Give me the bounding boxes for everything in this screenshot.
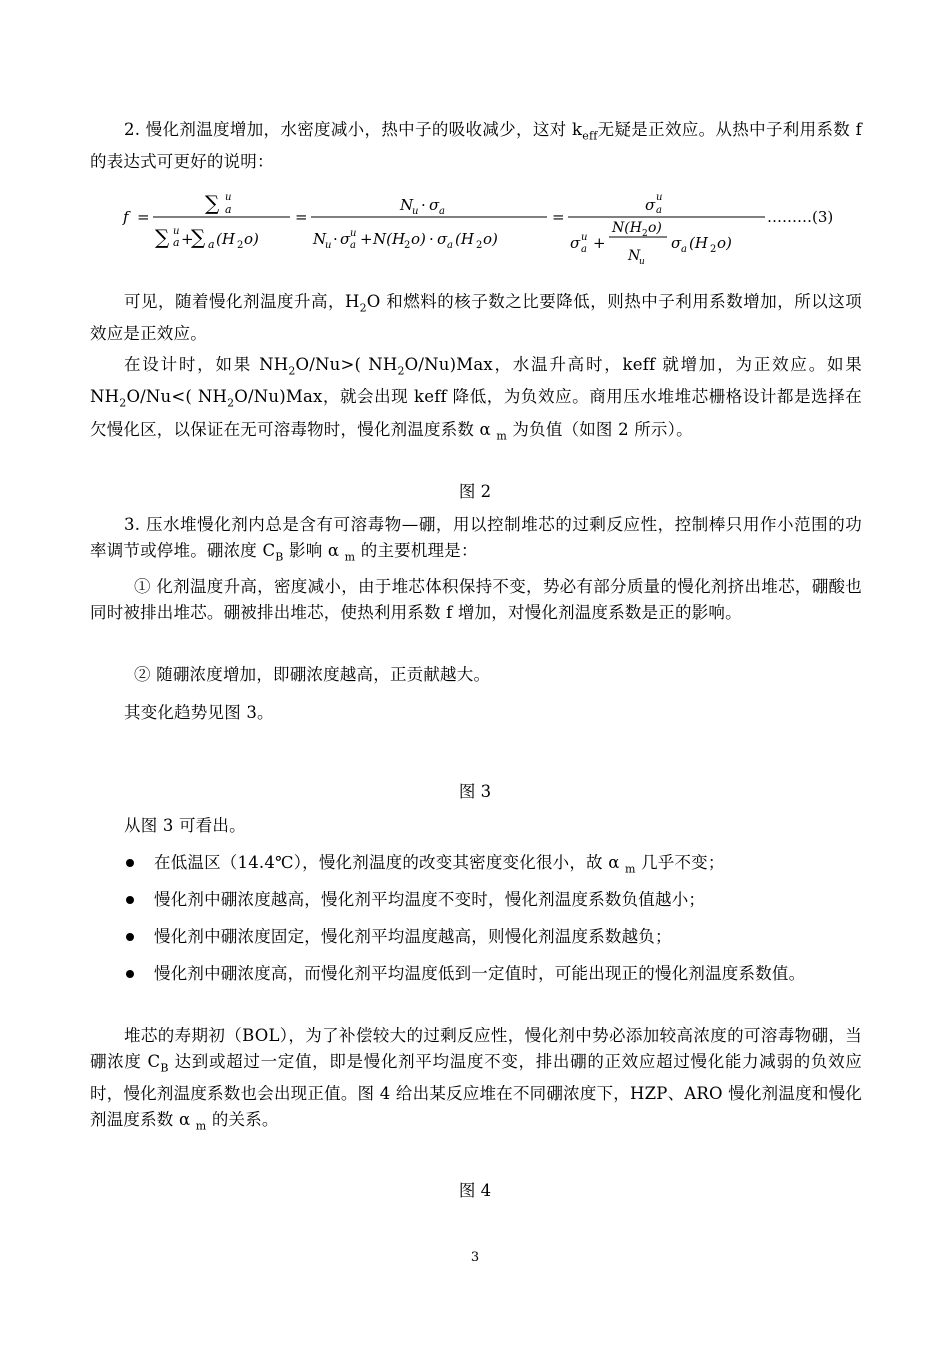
formula-sub: u [412,206,419,217]
formula-number: ………(3) [767,208,834,226]
page-number: 3 [470,1250,480,1265]
formula-n-h2o: o) [411,230,426,248]
formula-sub: a [447,240,453,251]
formula-inner-den: N [628,248,641,264]
bullet-item-3: 慢化剂中硼浓度固定，慢化剂平均温度越高，则慢化剂温度系数越负； [90,924,862,950]
formula-f-symbol: f [123,208,129,226]
formula-sup: u [581,232,588,243]
bullet-icon [126,896,134,904]
formula-plus: + [360,230,373,248]
formula-sub: a [681,244,687,255]
list-item-1: ① 化剂温度升高，密度减小，由于堆芯体积保持不变，势必有部分质量的慢化剂挤出堆芯，硼酸也同时被排出堆芯。硼被排出堆芯，使热利用系数 f 增加，对慢化剂温度系数是正的影响。 [90,577,862,622]
bullet-item-2: 慢化剂中硼浓度越高，慢化剂平均温度不变时，慢化剂温度系数负值越小； [90,887,862,913]
sum-symbol: ∑ [155,225,170,249]
formula-n-h2o: N(H [373,230,406,248]
formula-eq-3: = [552,208,565,226]
formula-sub: 2 [237,240,244,251]
formula-sub: a [225,203,232,216]
formula-h2o: (H [455,230,474,248]
formula-h2o: o) [483,230,498,248]
formula-sigma: σ [429,196,440,214]
formula-sub: 2 [476,240,483,251]
formula-sigma: σ [340,230,351,248]
formula-inner-num: N(H [612,220,642,236]
formula-sup: u [350,228,357,239]
bullet-icon [126,933,134,941]
sum-symbol: ∑ [205,191,220,215]
trend-line: 其变化趋势见图 3。 [124,703,274,722]
bullet-item-4: 慢化剂中硼浓度高，而慢化剂平均温度低到一定值时，可能出现正的慢化剂温度系数值。 [90,961,862,987]
formula-nu: N [400,196,414,214]
sum-symbol: ∑ [191,225,206,249]
formula-dot: · [421,196,426,214]
formula-inner-num: o) [648,220,662,236]
formula-h2o: o) [717,234,732,252]
formula-sigma: σ [570,234,581,252]
formula-plus: + [181,230,194,248]
formula-plus: + [593,234,606,252]
formula-sub: 2 [642,229,648,239]
paragraph-1: 2. 慢化剂温度增加，水密度减小，热中子的吸收减少，这对 $k_{eff}$无疑是正效应。从热中子利用系数 f 的表达式可更好的说明： [90,120,862,172]
formula-sub: a [581,244,587,255]
formula-denominator-2: N [313,230,327,248]
paragraph-5: 堆芯的寿期初（BOL），为了补偿较大的过剩反应性，慢化剂中势必添加较高浓度的可溶毒物硼，当硼浓度 $C_B$ 达到或超过一定值，即是慢化剂平均温度不变，排出硼的正效应超过慢化能力减弱的负效应时，慢化剂温度系数也会出现正值。图 4 给出某反应堆在不同硼浓度下，HZP、ARO 慢化剂温度和慢化剂温度系数 α $_m$ 的关系。 [90,1026,862,1133]
formula-sub: a [350,240,356,251]
formula-eq-2: = [295,208,308,226]
formula-sub: a [208,238,215,251]
formula-sub: a [173,236,180,249]
formula-sup: u [173,226,180,237]
formula-dot: · [429,230,434,248]
formula-sub: 2 [710,244,717,255]
formula-sup: u [225,192,232,203]
formula-sigma: σ [671,234,682,252]
formula-sup: u [656,192,663,203]
paragraph-2: 可见，随着慢化剂温度升高，$H_2O$ 和燃料的核子数之比要降低，则热中子利用系数增加，所以这项效应是正效应。 [90,292,862,344]
formula-h2o: (H [216,230,235,248]
formula-dot: · [333,230,338,248]
bullet-item-1: 在低温区（14.4℃），慢化剂温度的改变其密度变化很小，故 α $_m$ 几乎不变； [90,850,862,882]
formula-sigma: σ [645,196,656,214]
formula-sub: a [656,205,662,216]
bullet-icon [126,970,134,978]
formula-3 [115,186,855,274]
paragraph-3: 在设计时，如果 $NH_2O/Nu>$( $NH_2O/Nu)Max$，水温升高时，keff 就增加，为正效应。如果 $NH_2O/Nu<$( $NH_2O/Nu)Max$，就会出现 keff 降低，为负效应。商用压水堆堆芯栅格设计都是选择在欠慢化区，以保证在无可溶毒物时，慢化剂温度系数 α $_m$ 为负值（如图 2 所示）。 [90,355,863,442]
figure-4-caption: 图 4 [458,1181,492,1200]
formula-sub: u [639,257,645,267]
figure-2-caption: 图 2 [458,482,492,501]
formula-sub: a [439,206,445,217]
formula-sigma: σ [437,230,448,248]
figure-3-caption: 图 3 [458,782,492,801]
paragraph-4: 3. 压水堆慢化剂内总是含有可溶毒物—硼，用以控制堆芯的过剩反应性，控制棒只用作小范围的功率调节或停堆。硼浓度 $C_B$ 影响 α $_m$ 的主要机理是： [90,515,862,564]
formula-sub: u [325,240,332,251]
formula-h2o: (H [689,234,708,252]
list-item-2: ② 随硼浓度增加，即硼浓度越高，正贡献越大。 [134,665,491,684]
formula-eq-1: = [137,208,150,226]
formula-h2o: o) [244,230,259,248]
from-figure-3: 从图 3 可看出。 [124,816,246,835]
formula-sub: 2 [404,240,411,251]
bullet-icon [126,859,134,867]
